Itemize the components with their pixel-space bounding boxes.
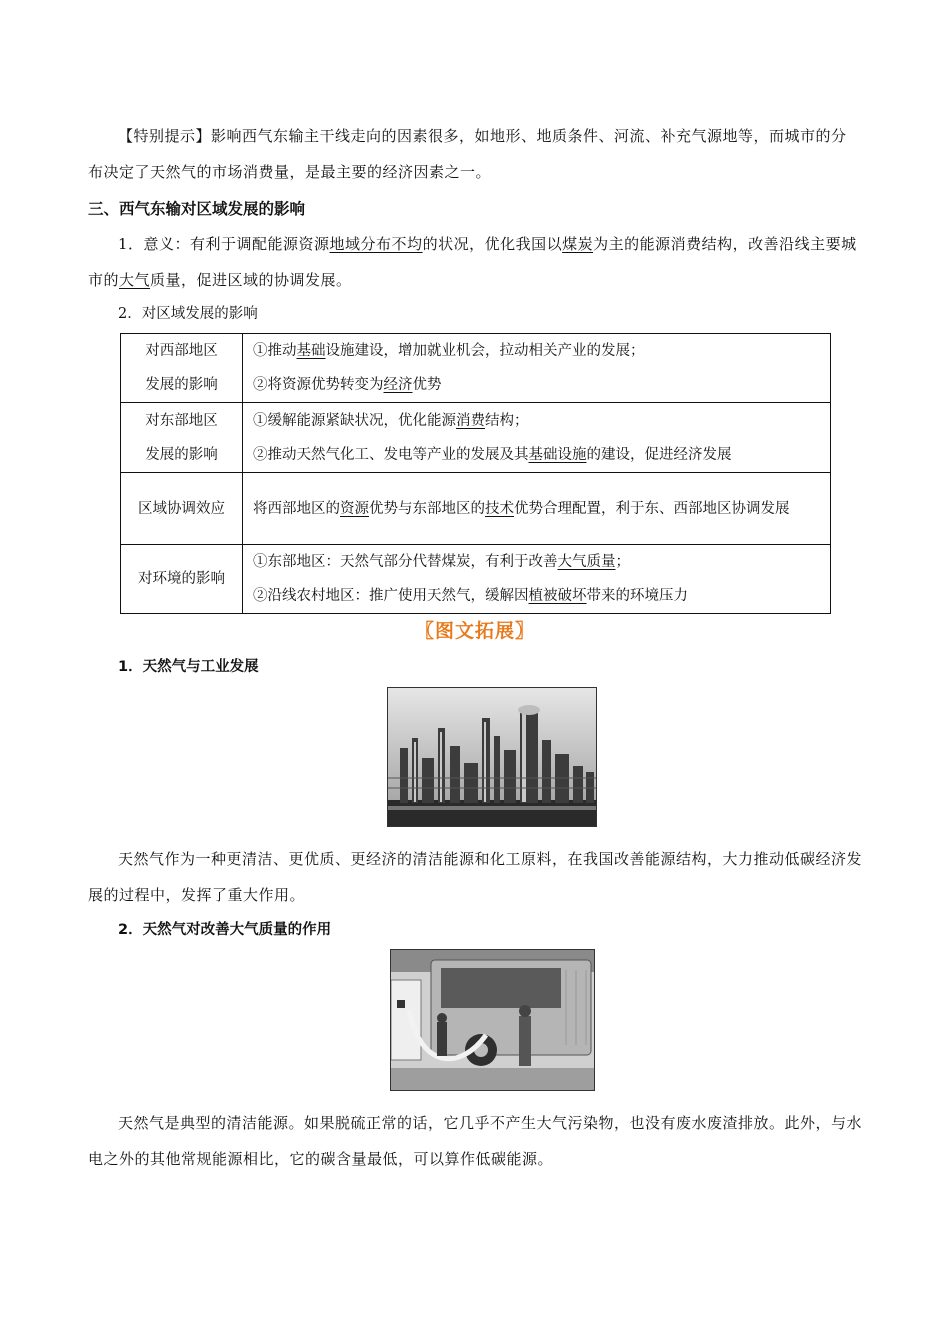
gas-bus-refueling-photo: [390, 949, 595, 1091]
row-content: [243, 403, 831, 473]
significance-underline-2: 煤炭: [562, 235, 594, 253]
table-row: [121, 473, 831, 545]
row-label: 区域协调效应: [121, 473, 243, 545]
row-label-line: 对东部地区: [145, 412, 218, 429]
special-tip-text: 影响西气东输主干线走向的因素很多，如地形、地质条件、河流、补充气源地等，而城市的分布决定了天然气的市场消费量，是最主要的经济因素之一。: [88, 127, 847, 181]
significance-underline-3: 大气: [119, 271, 151, 289]
graphic-expansion-title: 〖图文拓展〗: [414, 620, 535, 642]
significance-paragraph: [88, 226, 862, 298]
bus-refueling-image: [391, 950, 594, 1090]
row-content: [243, 545, 831, 614]
row-label-line: 发展的影响: [145, 377, 218, 393]
content-line: ①推动基础设施建设，增加就业机会，拉动相关产业的发展；: [253, 343, 645, 359]
special-tip-label: 【特别提示】: [118, 127, 212, 145]
content-line: ②将资源优势转变为经济优势: [253, 377, 442, 393]
row-content: [243, 334, 831, 403]
section-1-text: 天然气作为一种更清洁、更优质、更经济的清洁能源和化工原料，在我国改善能源结构，大力推动低碳经济发展的过程中，发挥了重大作用。: [88, 850, 863, 904]
significance-text-4: 质量，促进区域的协调发展。: [150, 271, 352, 289]
row-label: 对环境的影响: [121, 545, 243, 614]
significance-underline-1: 地域分布不均: [329, 235, 423, 253]
refinery-image: [388, 688, 596, 826]
impact-subheading: 2．对区域发展的影响: [118, 306, 258, 322]
row-label-line: 对西部地区: [145, 343, 218, 359]
table-row: [121, 403, 831, 473]
row-content: 将西部地区的资源优势与东部地区的技术优势合理配置，利于东、西部地区协调发展: [243, 473, 831, 545]
impact-table: [120, 333, 831, 614]
content-line: ①东部地区：天然气部分代替煤炭，有利于改善大气质量；: [253, 554, 630, 570]
section-heading: 三、西气东输对区域发展的影响: [88, 200, 306, 218]
row-label-line: 发展的影响: [145, 446, 218, 463]
section-2-text: 天然气是典型的清洁能源。如果脱硫正常的话，它几乎不产生大气污染物，也没有废水废渣排放。此外，与水电之外的其他常规能源相比，它的碳含量最低，可以算作低碳能源。: [88, 1114, 863, 1168]
row-label: [121, 334, 243, 403]
section-2-title: 2．天然气对改善大气质量的作用: [118, 922, 332, 938]
content-line: ①缓解能源紧缺状况，优化能源消费结构；: [253, 412, 529, 429]
row-label: [121, 403, 243, 473]
refinery-photo: [387, 687, 597, 827]
significance-text-2: 的状况，优化我国以: [422, 235, 563, 253]
table-row: [121, 545, 831, 614]
section-1-title: 1．天然气与工业发展: [118, 659, 259, 675]
significance-text-1: 1．意义：有利于调配能源资源: [118, 235, 330, 253]
content-line: ②沿线农村地区：推广使用天然气，缓解因植被破坏带来的环境压力: [253, 588, 688, 604]
content-line: ②推动天然气化工、发电等产业的发展及其基础设施的建设，促进经济发展: [253, 446, 732, 463]
special-tip-paragraph: [88, 118, 862, 190]
significance-text-3: 为主的能源消费结构，改善沿线主要城市的: [88, 235, 857, 289]
table-row: [121, 334, 831, 403]
